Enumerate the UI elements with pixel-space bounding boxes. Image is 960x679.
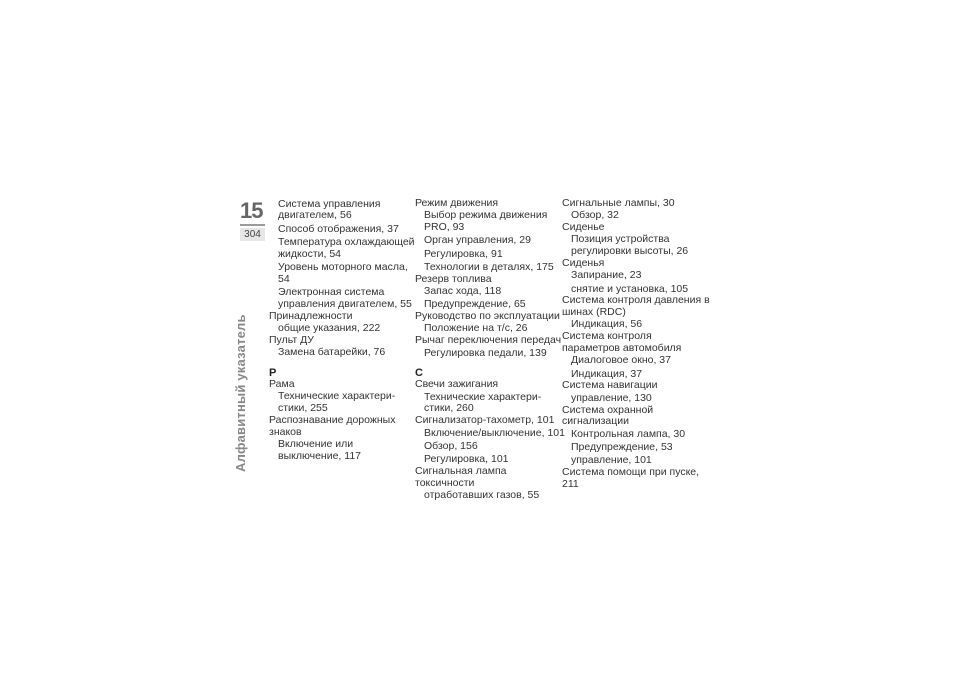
chapter-divider: [240, 224, 265, 226]
index-letter-heading: Р: [269, 366, 277, 379]
index-column-1: [269, 198, 419, 462]
index-entry: Сигнальная лампа токсичности: [415, 464, 507, 489]
index-subentry: Выбор режима движения PRO, 93: [424, 209, 548, 234]
index-entry: Рама: [269, 377, 295, 390]
page-number: 304: [240, 228, 265, 241]
index-column-2: [415, 198, 565, 502]
index-subentry: Запас хода, 118: [424, 285, 502, 298]
index-subentry: Включение или выключение, 117: [278, 437, 361, 462]
index-subentry: Технические характери-стики, 255: [278, 390, 396, 414]
index-entry: Распознавание дорожных знаков: [269, 413, 396, 438]
index-subentry: Уровень моторного масла, 54: [278, 260, 408, 285]
index-subentry: управление, 101: [571, 454, 652, 467]
index-subentry: снятие и установка, 105: [571, 282, 689, 295]
index-entry: Сигнализатор-тахометр, 101: [415, 414, 555, 427]
index-entry: Режим движения: [415, 197, 499, 209]
index-subentry: Предупреждение, 65: [424, 298, 526, 311]
index-entry: Свечи зажигания: [415, 378, 499, 391]
index-entry: Система охранной сигнализации: [562, 403, 654, 428]
index-subentry: общие указания, 222: [278, 321, 381, 334]
index-subentry: Обзор, 156: [424, 439, 478, 452]
index-subentry: Замена батарейки, 76: [278, 346, 386, 359]
index-entry: Сиденья: [562, 256, 605, 269]
index-entry: Резерв топлива: [415, 272, 492, 285]
index-entry: Пульт ДУ: [269, 333, 314, 346]
index-entry: Система контроля давления в шинах (RDC): [562, 294, 710, 319]
index-entry: Руководство по эксплуатации: [415, 310, 560, 323]
index-subentry: Диалоговое окно, 37: [571, 354, 671, 367]
index-subentry: Индикация, 56: [571, 318, 643, 331]
index-subentry: Орган управления, 29: [424, 234, 531, 247]
index-subentry: Температура охлаждающей жидкости, 54: [278, 235, 415, 260]
section-title-vertical: Алфавитный указатель: [233, 314, 248, 472]
index-subentry: Позиция устройства регулировки высоты, 26: [571, 233, 689, 258]
index-entry: Система помощи при пуске, 211: [562, 466, 700, 490]
index-subentry: Регулировка, 101: [424, 453, 509, 466]
index-entry: Сигнальные лампы, 30: [562, 197, 675, 209]
index-subentry: Индикация, 37: [571, 367, 643, 380]
index-subentry: Регулировка педали, 139: [424, 346, 547, 359]
index-subentry: Технические характери-стики, 260: [424, 390, 542, 415]
index-entry: Рычаг переключения передач: [415, 334, 562, 347]
index-entry: Система контроля параметров автомобиля: [562, 330, 682, 355]
index-subentry: Положение на т/с, 26: [424, 322, 528, 335]
index-column-3: [562, 198, 712, 491]
chapter-number: 15: [240, 198, 263, 223]
index-subentry: отработавших газов, 55: [424, 489, 540, 502]
index-subentry: Предупреждение, 53: [571, 440, 673, 453]
index-subentry: Обзор, 32: [571, 209, 619, 222]
index-entry: Сиденье: [562, 221, 605, 234]
index-letter-heading: С: [415, 367, 423, 380]
index-subentry: Система управления двигателем, 56: [278, 197, 381, 222]
index-subentry: Включение/выключение, 101: [424, 426, 565, 439]
index-subentry: Запирание, 23: [571, 269, 642, 282]
chapter-tab: [240, 199, 265, 241]
index-subentry: Контрольная лампа, 30: [571, 427, 686, 440]
index-subentry: Регулировка, 91: [424, 247, 503, 260]
index-subentry: Технологии в деталях, 175: [424, 260, 554, 273]
index-subentry: Способ отображения, 37: [278, 222, 399, 235]
index-entry: Принадлежности: [269, 309, 353, 322]
index-entry: Система навигации: [562, 379, 658, 392]
index-subentry: Электронная система управления двигателем, 55: [278, 286, 412, 310]
index-subentry: управление, 130: [571, 391, 652, 404]
